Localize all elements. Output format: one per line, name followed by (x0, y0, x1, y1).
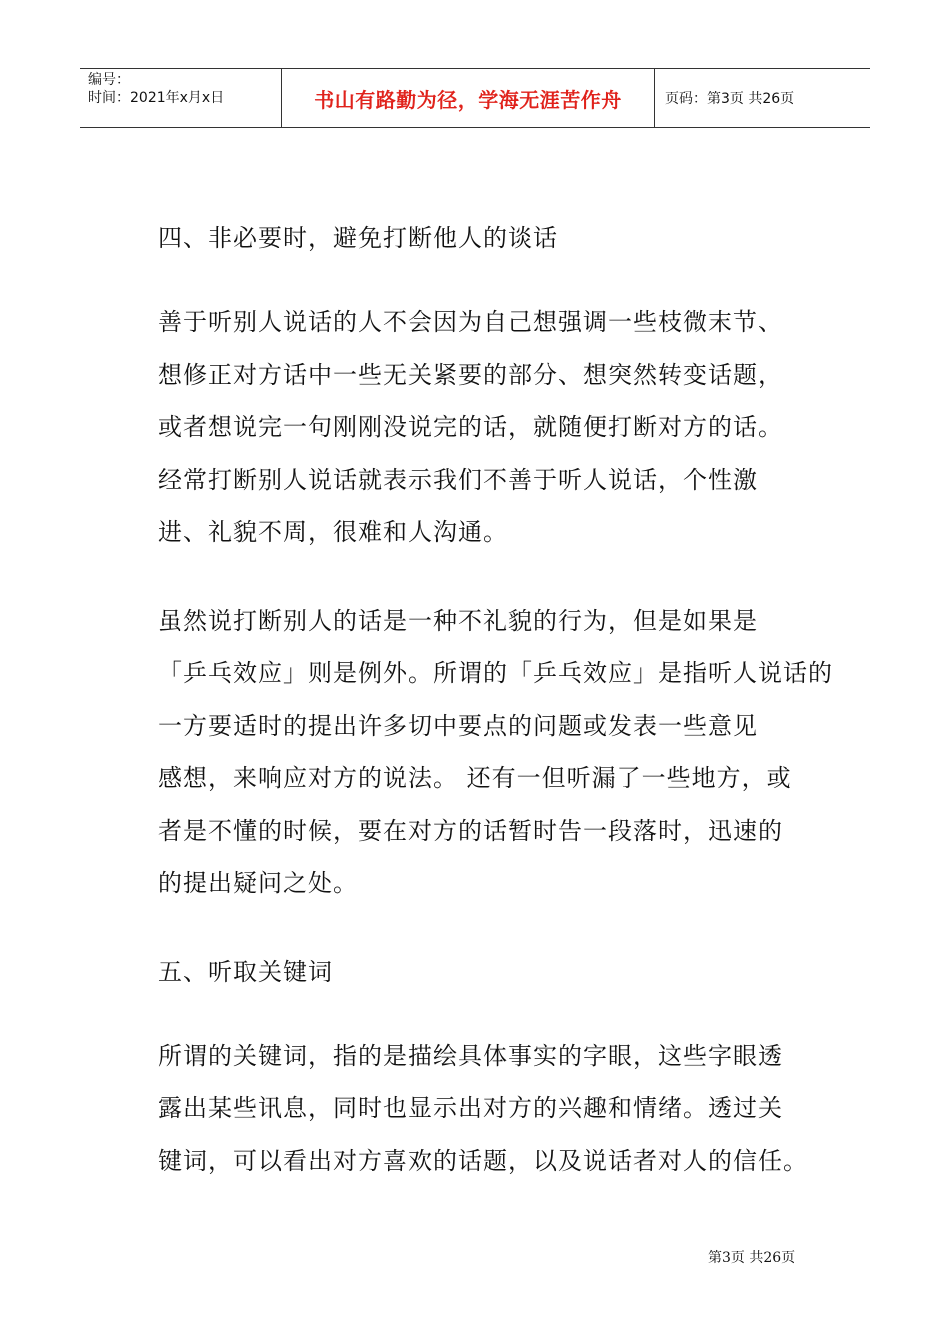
text-line: 善于听别人说话的人不会因为自己想强调一些枝微末节、 (158, 308, 783, 336)
text-line: 所谓的关键词，指的是描绘具体事实的字眼，这些字眼透 (158, 1041, 783, 1070)
text-line: 的提出疑问之处。 (158, 869, 358, 897)
serial-label: 编号： (88, 72, 130, 88)
text-line: 经常打断别人说话就表示我们不善于听人说话，个性激 (158, 465, 758, 494)
date-label: 时间：2021年x月x日 (88, 90, 225, 106)
section-5 (158, 946, 808, 1188)
text-line: 进、礼貌不周，很难和人沟通。 (158, 518, 508, 546)
document-body (158, 212, 833, 1223)
section-4 (158, 212, 833, 910)
header-meta (80, 69, 282, 127)
text-line: 键词，可以看出对方喜欢的话题，以及说话者对人的信任。 (158, 1146, 808, 1175)
text-line: 者是不懂的时候，要在对方的话暂时告一段落时，迅速的 (158, 816, 783, 845)
section-heading: 五、听取关键词 (158, 957, 333, 986)
paragraph (158, 1030, 808, 1188)
text-line: 露出某些讯息，同时也显示出对方的兴趣和情绪。透过关 (158, 1094, 783, 1122)
text-line: 想修正对方话中一些无关紧要的部分、想突然转变话题， (158, 360, 783, 389)
paragraph (158, 595, 833, 910)
text-line: 「乒乓效应」则是例外。所谓的「乒乓效应」是指听人说话的 (158, 659, 833, 687)
text-line: 感想，来响应对方的说法。 还有一但听漏了一些地方，或 (158, 764, 792, 792)
page-footer: 第3页 共26页 (708, 1250, 796, 1266)
section-heading: 四、非必要时，避免打断他人的谈话 (158, 224, 558, 252)
text-line: 一方要适时的提出许多切中要点的问题或发表一些意见 (158, 711, 758, 740)
document-header (80, 68, 870, 128)
text-line: 或者想说完一句刚刚没说完的话，就随便打断对方的话。 (158, 413, 783, 441)
header-motto: 书山有路勤为径，学海无涯苦作舟 (282, 69, 655, 127)
paragraph (158, 296, 808, 559)
header-page-code: 页码：第3页 共26页 (665, 91, 795, 107)
text-line: 虽然说打断别人的话是一种不礼貌的行为，但是如果是 (158, 606, 758, 635)
